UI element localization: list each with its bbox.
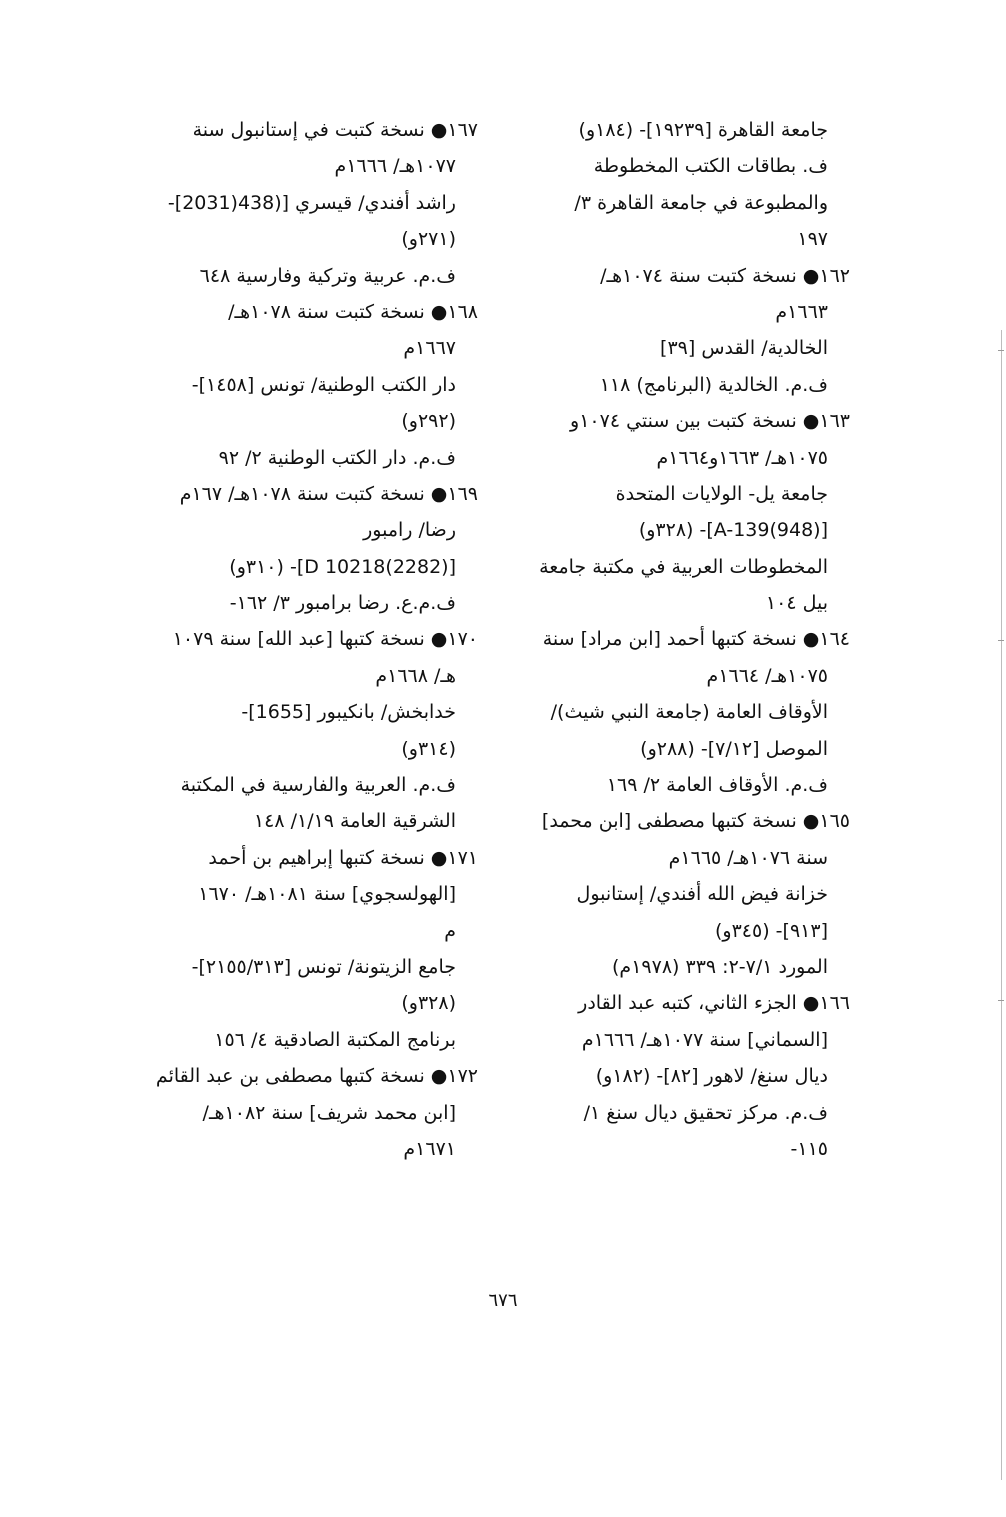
right-column-line: ١٠٧٥هـ/ ١٦٦٤م xyxy=(706,664,828,687)
right-column-line: ١٦٦● الجزء الثاني، كتبه عبد القادر xyxy=(578,992,850,1015)
right-column-line: [(948)A-139]- (٣٢٨و) xyxy=(638,519,828,542)
right-column-line: والمطبوعة في جامعة القاهرة ٣/ xyxy=(574,191,828,214)
left-column-line: ١٦٩● نسخة كتبت سنة ١٠٧٨هـ/ ١٦٧م xyxy=(179,482,478,505)
right-column-line: بيل ١٠٤ xyxy=(765,592,828,615)
right-column-line: المخطوطات العربية في مكتبة جامعة xyxy=(539,555,828,578)
right-column-line: ١١٥- xyxy=(790,1137,828,1160)
right-column-line: خزانة فيض الله أفندي/ إستانبول xyxy=(576,883,828,906)
left-column-line: ١٦٦٧م xyxy=(403,337,456,360)
left-column xyxy=(128,112,478,1167)
left-column-line: [(2282)10218 D]- (٣١٠و) xyxy=(229,555,456,578)
right-column-line: ١٦٣● نسخة كتبت بين سنتي ١٠٧٤و xyxy=(570,410,850,433)
left-column-line: (٢٩٢و) xyxy=(401,410,456,433)
left-column-line: ١٧٢● نسخة كتبها مصطفى بن عبد القائم xyxy=(155,1065,478,1088)
left-column-line: رضا/ رامبور xyxy=(363,519,456,542)
right-column-line: المورد ٧/١-٢: ٣٣٩ (١٩٧٨م) xyxy=(612,955,828,978)
right-column-line: جامعة القاهرة [١٩٢٣٩]- (١٨٤و) xyxy=(578,119,828,141)
right-column-line: ف. بطاقات الكتب المخطوطة xyxy=(593,155,828,178)
left-column-line: [الهولسجوي] سنة ١٠٨١هـ/ ١٦٧٠ xyxy=(198,883,456,906)
left-column-line: (٣١٤و) xyxy=(401,737,456,760)
left-column-line: (٣٢٨و) xyxy=(401,992,456,1015)
right-column-line: ١٠٧٥هـ/ ١٦٦٣و١٦٦٤م xyxy=(656,446,828,469)
left-column-line: ف.م.ع. رضا برامبور ٣/ ١٦٢- xyxy=(229,592,456,615)
left-column-line: ف.م. العربية والفارسية في المكتبة xyxy=(180,774,456,797)
page-number: ٦٧٦ xyxy=(488,1290,518,1311)
right-column-line: سنة ١٠٧٦هـ/ ١٦٦٥م xyxy=(668,846,828,869)
left-column-line: م xyxy=(444,919,456,942)
left-column-line: ١٧١● نسخة كتبها إبراهيم بن أحمد xyxy=(208,846,478,869)
right-column-line: [السماني] سنة ١٠٧٧هـ/ ١٦٦٦م xyxy=(581,1028,828,1051)
right-column-line: ١٩٧ xyxy=(797,228,828,251)
left-column-line: راشد أفندي/ قيسري [(438(2031]- xyxy=(167,191,456,214)
right-column-line: الموصل [٧/١٢]- (٢٨٨و) xyxy=(640,737,828,760)
right-column-line: ١٦٢● نسخة كتبت سنة ١٠٧٤هـ/ xyxy=(600,264,850,287)
right-column-line: ف.م. الأوقاف العامة ٢/ ١٦٩ xyxy=(606,774,828,797)
left-column-line: (٢٧١و) xyxy=(401,228,456,251)
left-column-line: الشرقية العامة ١/١٩/ ١٤٨ xyxy=(253,810,456,833)
right-column-line: ١٦٤● نسخة كتبها أحمد [ابن مراد] سنة xyxy=(542,628,850,651)
left-column-line: خدابخش/ بانكيبور [1655]- xyxy=(241,701,456,724)
right-column-line: [٩١٣]- (٣٤٥و) xyxy=(715,919,828,942)
left-column-line: دار الكتب الوطنية/ تونس [١٤٥٨]- xyxy=(191,373,456,396)
right-column xyxy=(514,112,850,1167)
right-column-line: ف.م. مركز تحقيق ديال سنغ ١/ xyxy=(583,1101,828,1124)
left-column-line: ف.م. عربية وتركية وفارسية ٦٤٨ xyxy=(199,264,456,287)
left-column-line: ١٦٧١م xyxy=(403,1137,456,1160)
left-column-line: هـ/ ١٦٦٨م xyxy=(375,664,456,687)
right-column-line: ١٦٥● نسخة كتبها مصطفى [ابن محمد] xyxy=(541,810,850,833)
right-column-line: الأوقاف العامة (جامعة النبي شيث)/ xyxy=(550,701,828,724)
right-column-line: جامعة يل- الولايات المتحدة xyxy=(615,482,828,505)
left-column-line: ١٦٨● نسخة كتبت سنة ١٠٧٨هـ/ xyxy=(228,300,478,323)
scan-edge-tick xyxy=(998,1000,1004,1001)
scan-edge-tick xyxy=(998,350,1004,351)
left-column-line: ١٧٠● نسخة كتبها [عبد الله] سنة ١٠٧٩ xyxy=(172,628,478,651)
left-column-line: ف.م. دار الكتب الوطنية ٢/ ٩٢ xyxy=(218,446,456,469)
scan-edge-line xyxy=(1001,330,1002,1480)
right-column-line: ديال سنغ/ لاهور [٨٢]- (١٨٢و) xyxy=(595,1065,828,1088)
left-column-line: ١٠٧٧هـ/ ١٦٦٦م xyxy=(334,155,456,178)
right-column-line: الخالدية/ القدس [٣٩] xyxy=(660,337,828,360)
right-column-line: ١٦٦٣م xyxy=(775,300,828,323)
left-column-line: جامع الزيتونة/ تونس [٢١٥٥/٣١٣]- xyxy=(191,955,456,978)
left-column-line: [ابن محمد شريف] سنة ١٠٨٢هـ/ xyxy=(202,1101,456,1124)
right-column-line: ف.م. الخالدية (البرنامج) ١١٨ xyxy=(599,373,828,396)
scan-edge-tick xyxy=(998,640,1004,641)
left-column-line: ١٦٧● نسخة كتبت في إستانبول سنة xyxy=(192,119,478,141)
left-column-line: برنامج المكتبة الصادقية ٤/ ١٥٦ xyxy=(214,1028,456,1051)
